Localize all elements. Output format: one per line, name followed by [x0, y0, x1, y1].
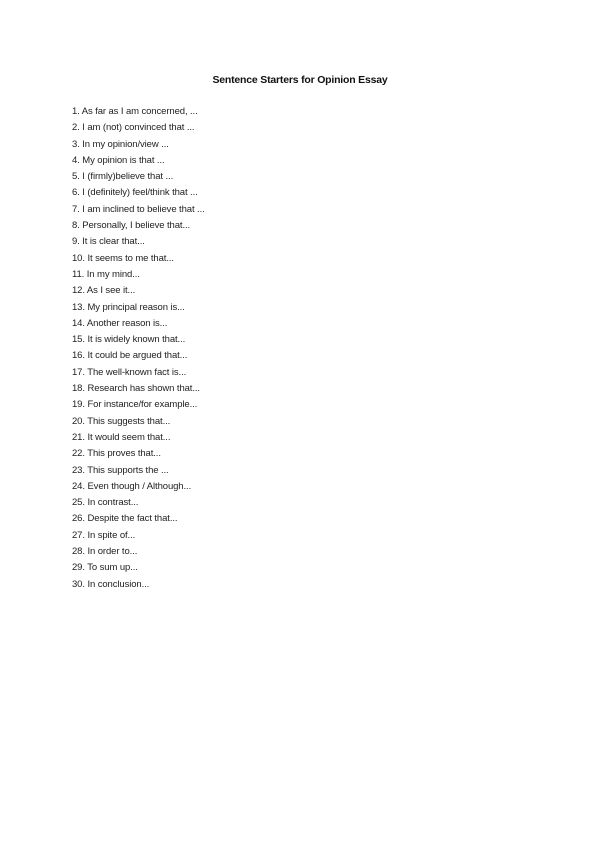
- list-item: 1. As far as I am concerned, ...: [72, 106, 198, 117]
- list-item: 12. As I see it...: [72, 285, 136, 297]
- list-item: 7. I am inclined to believe that ...: [72, 203, 205, 215]
- list-item: 6. I (definitely) feel/think that ...: [72, 187, 198, 199]
- list-item: 16. It could be argued that...: [72, 350, 188, 362]
- list-item: 28. In order to...: [72, 546, 138, 558]
- list-item: 23. This supports the ...: [72, 464, 169, 476]
- list-item: 5. I (firmly)believe that ...: [72, 171, 174, 183]
- list-item: 15. It is widely known that...: [72, 334, 186, 346]
- list-item: 9. It is clear that...: [72, 236, 145, 248]
- list-item: 21. It would seem that...: [72, 431, 171, 443]
- list-item: 26. Despite the fact that...: [72, 513, 178, 525]
- list-item: 10. It seems to me that...: [72, 252, 174, 264]
- list-item: 29. To sum up...: [72, 562, 138, 574]
- list-item: 24. Even though / Although...: [72, 480, 192, 492]
- list-item: 25. In contrast...: [72, 497, 139, 509]
- list-item: 19. For instance/for example...: [72, 399, 198, 411]
- document-title: Sentence Starters for Opinion Essay: [212, 74, 388, 86]
- list-item: 4. My opinion is that ...: [72, 154, 165, 166]
- list-item: 30. In conclusion...: [72, 578, 150, 590]
- list-item: 22. This proves that...: [72, 448, 161, 460]
- list-item: 8. Personally, I believe that...: [72, 220, 191, 232]
- sentence-starter-list: [72, 104, 205, 593]
- list-item: 14. Another reason is...: [72, 317, 168, 329]
- list-item: 13. My principal reason is...: [72, 301, 185, 313]
- list-item: 11. In my mind...: [72, 268, 140, 280]
- list-item: 18. Research has shown that...: [72, 383, 200, 395]
- list-item: 3. In my opinion/view ...: [72, 138, 169, 150]
- list-item: 20. This suggests that...: [72, 415, 171, 427]
- list-item: 17. The well-known fact is...: [72, 366, 187, 378]
- list-item: 27. In spite of...: [72, 529, 136, 541]
- list-item: 2. I am (not) convinced that ...: [72, 122, 195, 134]
